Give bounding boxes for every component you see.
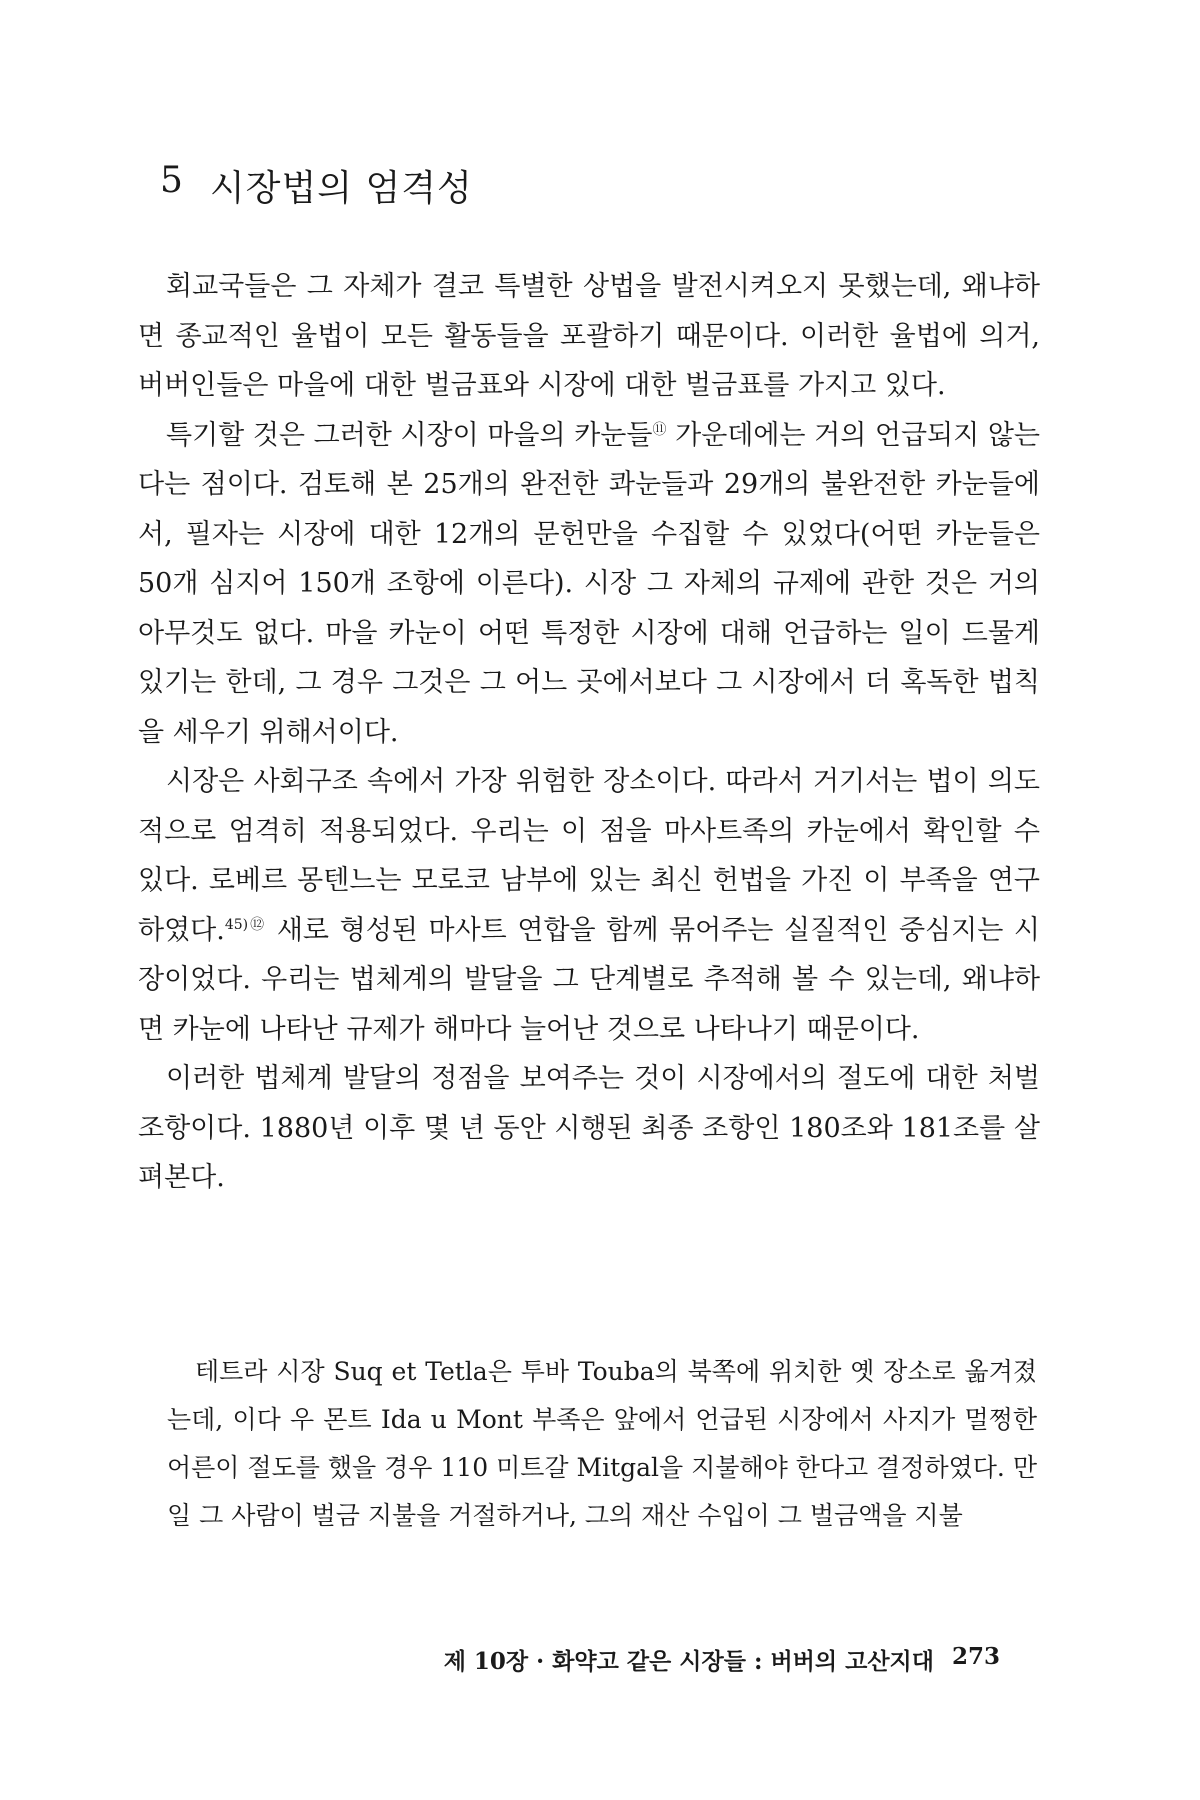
footnote-marker: ⑪ <box>652 421 667 438</box>
page-number: 273 <box>951 1643 1000 1670</box>
section-title: 시장법의 엄격성 <box>209 168 473 209</box>
page-footer <box>444 1643 1000 1676</box>
paragraph-3 <box>138 757 1040 1054</box>
paragraph-3-text-after: 새로 형성된 마사트 연합을 함께 묶어주는 실질적인 중심지는 시장이었다. 우리는 법체계의 발달을 그 단계별로 추적해 볼 수 있는데, 왜냐하면 카눈에 나타난 규제가 해마다 늘어난 것으로 나타나기 때문이다. <box>138 914 1041 1045</box>
footnote-marker: 45)⑫ <box>224 916 267 933</box>
block-quote <box>167 1348 1037 1540</box>
paragraph-2 <box>138 411 1040 758</box>
paragraph-2-text-before: 특기할 것은 그러한 시장이 마을의 카눈들 <box>166 419 653 451</box>
paragraph-1: 회교국들은 그 자체가 결코 특별한 상법을 발전시켜오지 못했는데, 왜냐하면 종교적인 율법이 모든 활동들을 포괄하기 때문이다. 이러한 율법에 의거, 버버인들은 마을에 대한 벌금표와 시장에 대한 벌금표를 가지고 있다. <box>138 271 1040 401</box>
quote-paragraph: 테트라 시장 Suq et Tetla은 투바 Touba의 북쪽에 위치한 옛 장소로 옮겨졌는데, 이다 우 몬트 Ida u Mont 부족은 앞에서 언급된 시장에서 사지가 멀쩡한 어른이 절도를 했을 경우 110 미트갈 Mitgal을 지불해야 한다고 결정하였다. 만일 그 사람이 벌금 지불을 거절하거나, 그의 재산 수입이 그 벌금액을 지불 <box>167 1357 1037 1530</box>
running-chapter-title: 제 10장 · 화약고 같은 시장들 : 버버의 고산지대 <box>443 1648 934 1675</box>
section-number: 5 <box>160 160 184 201</box>
section-heading <box>160 160 473 211</box>
body-text <box>138 262 1040 1203</box>
paragraph-2-text-after: 가운데에는 거의 언급되지 않는다는 점이다. 검토해 본 25개의 완전한 콰눈들과 29개의 불완전한 카눈들에서, 필자는 시장에 대한 12개의 문헌만을 수집할 수 있었다(어떤 카눈들은 50개 심지어 150개 조항에 이른다). 시장 그 자체의 규제에 관한 것은 거의 아무것도 없다. 마을 카눈이 어떤 특정한 시장에 대해 언급하는 일이 드물게 있기는 한데, 그 경우 그것은 그 어느 곳에서보다 그 시장에서 더 혹독한 법칙을 세우기 위해서이다. <box>138 419 1040 748</box>
paragraph-3-text-before: 시장은 사회구조 속에서 가장 위험한 장소이다. 따라서 거기서는 법이 의도적으로 엄격히 적용되었다. 우리는 이 점을 마사트족의 카눈에서 확인할 수 있다. 로베르 몽텐느는 모로코 남부에 있는 최신 헌법을 가진 이 부족을 연구하였다. <box>138 766 1040 946</box>
paragraph-4: 이러한 법체계 발달의 정점을 보여주는 것이 시장에서의 절도에 대한 처벌 조항이다. 1880년 이후 몇 년 동안 시행된 최종 조항인 180조와 181조를 살펴본다. <box>138 1063 1040 1193</box>
